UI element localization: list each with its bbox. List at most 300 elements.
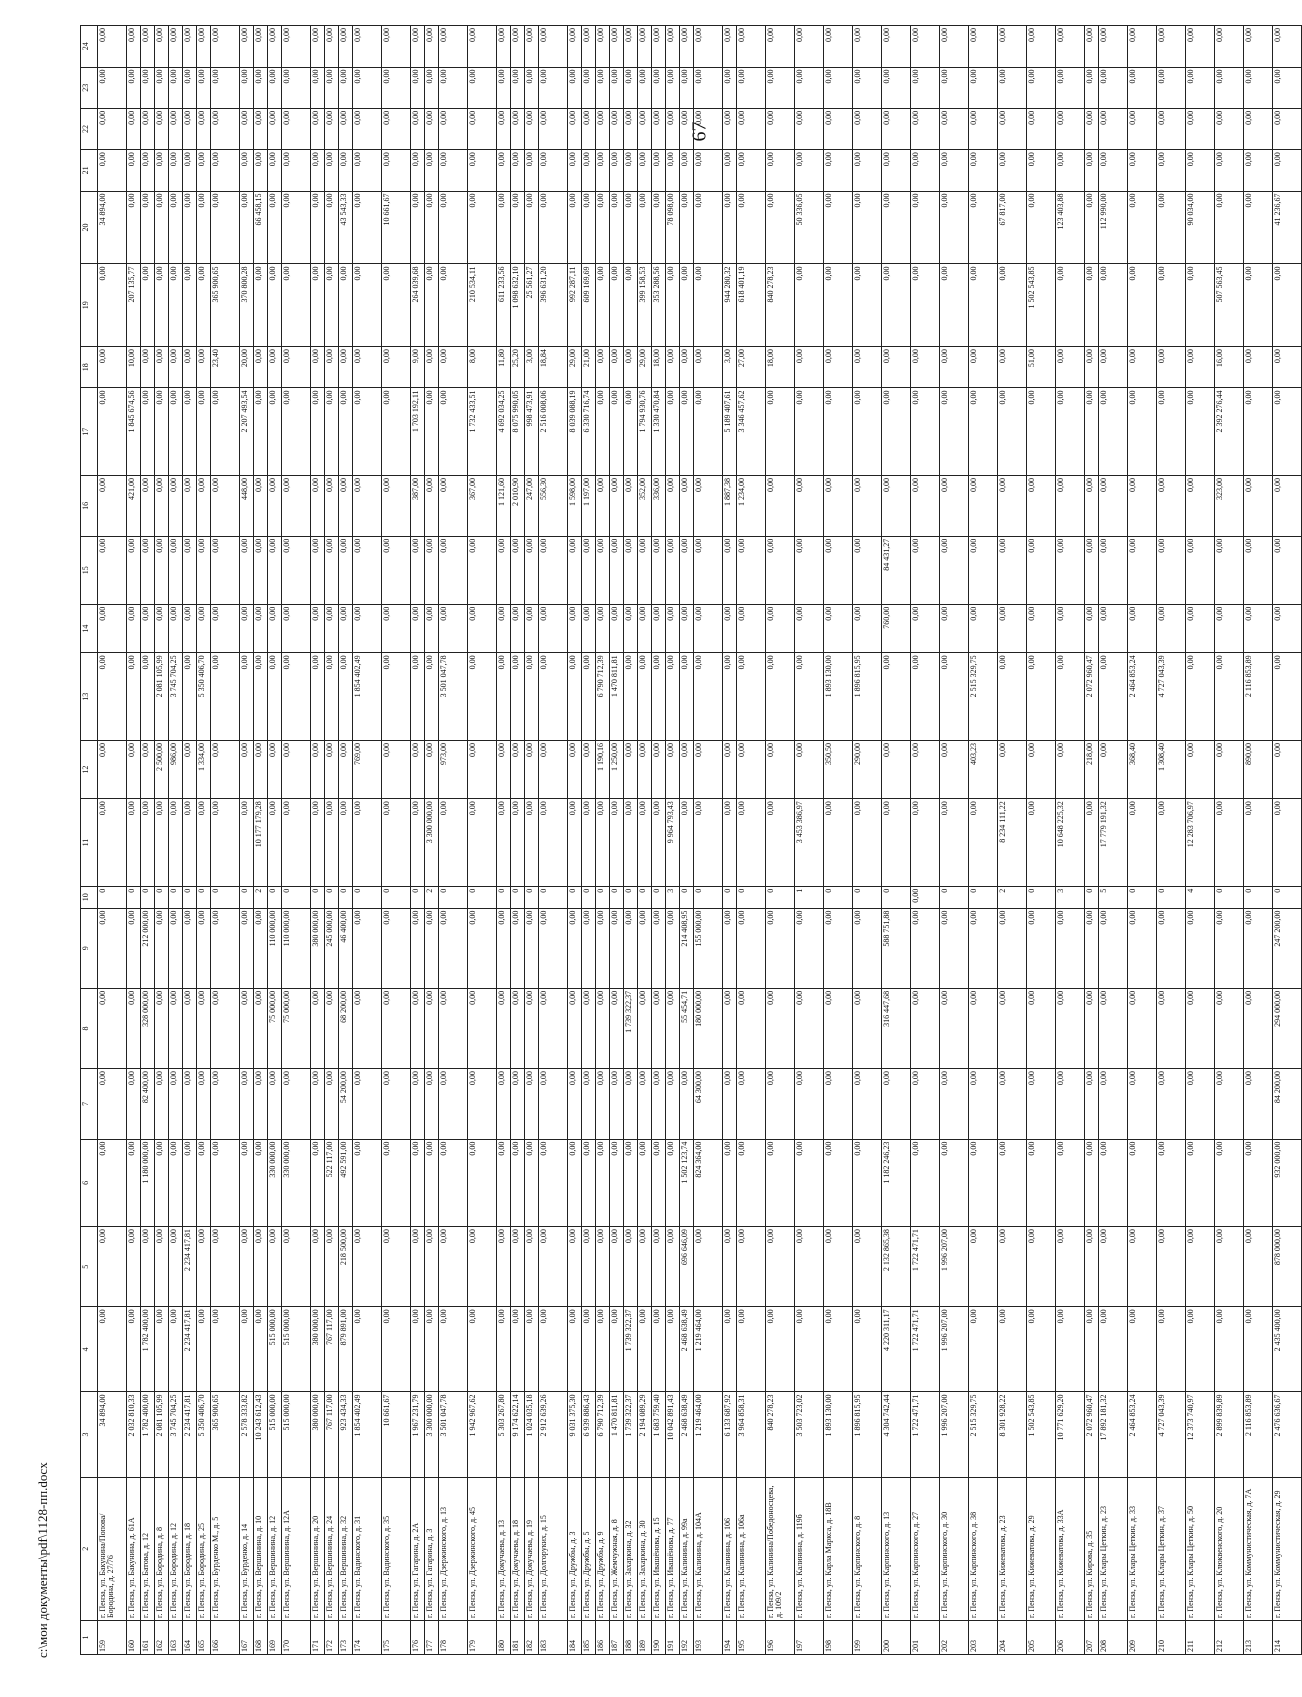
value-cell: 0,00 xyxy=(568,799,582,887)
value-cell: 0,00 xyxy=(1157,264,1186,347)
value-cell: 0,00 xyxy=(1215,1227,1244,1307)
value-cell: 0 xyxy=(411,886,425,908)
value-cell: 611 233,56 xyxy=(497,264,511,347)
row-number-cell: 164 xyxy=(183,1620,197,1654)
value-cell: 0,00 xyxy=(723,740,737,798)
value-cell: 0,00 xyxy=(1215,191,1244,264)
value-cell: 0,00 xyxy=(940,108,969,149)
value-cell: 0,00 xyxy=(582,1069,596,1140)
value-cell: 0,00 xyxy=(468,1227,497,1307)
value-cell: 0 xyxy=(1215,886,1244,908)
value-cell: 973,00 xyxy=(439,740,468,798)
value-cell: 0,00 xyxy=(766,1307,795,1392)
value-cell: 0,00 xyxy=(497,191,511,264)
value-cell: 0,00 xyxy=(766,1069,795,1140)
value-cell: 84 431,27 xyxy=(882,536,911,604)
value-cell: 0,00 xyxy=(940,740,969,798)
value-cell: 0,00 xyxy=(1244,1139,1273,1227)
value-cell: 1 330 470,84 xyxy=(652,388,666,476)
column-header: 10 xyxy=(81,886,98,908)
value-cell: 0,00 xyxy=(610,264,624,347)
value-cell: 0,00 xyxy=(1085,908,1099,988)
value-cell: 0,00 xyxy=(425,26,439,68)
value-cell: 0,00 xyxy=(969,67,998,108)
value-cell: 0,00 xyxy=(169,26,183,68)
value-cell: 0,00 xyxy=(1056,475,1085,536)
value-cell: 0,00 xyxy=(1128,191,1157,264)
value-cell: 0,00 xyxy=(439,1069,468,1140)
value-cell: 6 790 712,39 xyxy=(596,1392,610,1477)
value-cell: 0,00 xyxy=(497,988,511,1068)
value-cell: 0,00 xyxy=(568,653,582,741)
value-cell: 0,00 xyxy=(853,908,882,988)
value-cell: 0,00 xyxy=(737,1139,766,1227)
value-cell: 0,00 xyxy=(610,988,624,1068)
value-cell: 2 468 638,49 xyxy=(680,1307,694,1392)
value-cell: 0,00 xyxy=(624,1069,638,1140)
value-cell: 0,00 xyxy=(737,740,766,798)
value-cell: 0,00 xyxy=(610,908,624,988)
value-cell: 0,00 xyxy=(1027,150,1056,191)
value-cell: 294 000,00 xyxy=(1273,988,1302,1068)
table-row xyxy=(624,26,638,1655)
value-cell: 0,00 xyxy=(610,388,624,476)
value-cell: 0,00 xyxy=(610,1139,624,1227)
value-cell: 0,00 xyxy=(1085,1139,1099,1227)
value-cell: 0,00 xyxy=(737,988,766,1068)
table-row xyxy=(183,26,197,1655)
value-cell: 12 373 740,97 xyxy=(1186,1392,1215,1477)
value-cell: 0 xyxy=(766,886,795,908)
row-number-cell: 189 xyxy=(638,1620,652,1654)
value-cell: 0,00 xyxy=(969,988,998,1068)
value-cell: 0,00 xyxy=(824,604,853,653)
value-cell: 0,00 xyxy=(1099,347,1128,388)
value-cell: 0,00 xyxy=(411,1139,425,1227)
value-cell: 0,00 xyxy=(1085,388,1099,476)
value-cell: 0,00 xyxy=(254,1139,268,1227)
value-cell: 0,00 xyxy=(282,604,311,653)
value-cell: 0,00 xyxy=(411,740,425,798)
value-cell: 6 133 687,92 xyxy=(723,1392,737,1477)
value-cell: 0,00 xyxy=(197,908,211,988)
value-cell: 0,00 xyxy=(155,475,169,536)
value-cell: 0,00 xyxy=(680,26,694,68)
value-cell: 0,00 xyxy=(411,536,425,604)
value-cell: 0,00 xyxy=(425,108,439,149)
value-cell: 2 435 400,00 xyxy=(1273,1307,1302,1392)
value-cell: 0,00 xyxy=(1186,536,1215,604)
value-cell: 0,00 xyxy=(197,67,211,108)
value-cell: 0,00 xyxy=(268,388,282,476)
value-cell: 0,00 xyxy=(666,908,680,988)
value-cell: 0,00 xyxy=(1099,536,1128,604)
value-cell: 0,00 xyxy=(1128,388,1157,476)
value-cell: 0,00 xyxy=(127,1139,141,1227)
value-cell: 67 817,00 xyxy=(998,191,1027,264)
value-cell: 0,00 xyxy=(723,1307,737,1392)
value-cell: 0,00 xyxy=(425,388,439,476)
value-cell: 0,00 xyxy=(596,26,610,68)
value-cell: 0,00 xyxy=(439,1227,468,1307)
value-cell: 0,00 xyxy=(723,150,737,191)
value-cell: 0,00 xyxy=(127,191,141,264)
table-row xyxy=(638,26,652,1655)
value-cell: 0,00 xyxy=(98,264,127,347)
value-cell: 0,00 xyxy=(282,67,311,108)
value-cell: 0,00 xyxy=(439,26,468,68)
value-cell: 1 182 246,23 xyxy=(882,1139,911,1227)
value-cell: 0,00 xyxy=(1273,347,1302,388)
value-cell: 0 xyxy=(127,886,141,908)
address-cell: г. Пенза, ул. Бородина, д. 18 xyxy=(183,1477,197,1620)
value-cell: 0,00 xyxy=(824,1227,853,1307)
value-cell: 0,00 xyxy=(240,740,254,798)
value-cell: 0,00 xyxy=(325,799,339,887)
value-cell: 0,00 xyxy=(1027,1227,1056,1307)
value-cell: 0,00 xyxy=(582,191,596,264)
value-cell: 0,00 xyxy=(652,1227,666,1307)
value-cell: 0,00 xyxy=(911,988,940,1068)
value-cell: 0,00 xyxy=(882,26,911,68)
value-cell: 0,00 xyxy=(169,1139,183,1227)
value-cell: 0,00 xyxy=(582,1307,596,1392)
address-cell: г. Пенза, ул. Карпинского, д. 13 xyxy=(882,1477,911,1620)
value-cell: 2 116 853,89 xyxy=(1244,653,1273,741)
value-cell: 3 501 047,78 xyxy=(439,1392,468,1477)
value-cell: 0,00 xyxy=(853,388,882,476)
value-cell: 78 098,00 xyxy=(666,191,680,264)
value-cell: 0,00 xyxy=(766,388,795,476)
value-cell: 0,00 xyxy=(311,740,325,798)
value-cell: 0,00 xyxy=(539,1307,568,1392)
value-cell: 1 470 811,81 xyxy=(610,653,624,741)
table-row xyxy=(141,26,155,1655)
value-cell: 0,00 xyxy=(98,108,127,149)
value-cell: 0,00 xyxy=(339,604,353,653)
row-number-cell: 203 xyxy=(969,1620,998,1654)
value-cell: 0,00 xyxy=(197,26,211,68)
value-cell: 0,00 xyxy=(911,799,940,887)
value-cell: 0,00 xyxy=(254,536,268,604)
address-cell: г. Пенза, ул. Вершинина, д. 12А xyxy=(282,1477,311,1620)
column-header: 16 xyxy=(81,475,98,536)
value-cell: 0,00 xyxy=(969,1227,998,1307)
value-cell: 0,00 xyxy=(1085,150,1099,191)
value-cell: 0,00 xyxy=(155,908,169,988)
value-cell: 0,00 xyxy=(666,604,680,653)
value-cell: 0,00 xyxy=(141,1227,155,1307)
value-cell: 515 000,00 xyxy=(268,1307,282,1392)
row-number-cell: 197 xyxy=(795,1620,824,1654)
value-cell: 0,00 xyxy=(425,604,439,653)
row-number-cell: 191 xyxy=(666,1620,680,1654)
value-cell: 0,00 xyxy=(211,26,240,68)
value-cell: 0,00 xyxy=(425,653,439,741)
value-cell: 0,00 xyxy=(624,388,638,476)
column-header: 22 xyxy=(81,108,98,149)
value-cell: 0,00 xyxy=(766,536,795,604)
value-cell: 0 xyxy=(1273,886,1302,908)
table-row xyxy=(1099,26,1128,1655)
value-cell: 0,00 xyxy=(511,26,525,68)
value-cell: 0,00 xyxy=(282,799,311,887)
value-cell: 0,00 xyxy=(1099,108,1128,149)
value-cell: 0,00 xyxy=(723,604,737,653)
column-header: 9 xyxy=(81,908,98,988)
address-cell: г. Пенза, ул. Карпинского, д. 8 xyxy=(853,1477,882,1620)
value-cell: 0,00 xyxy=(1056,347,1085,388)
value-cell: 0,00 xyxy=(339,347,353,388)
value-cell: 1 942 967,62 xyxy=(468,1392,497,1477)
value-cell: 0,00 xyxy=(525,1307,539,1392)
value-cell: 0,00 xyxy=(940,1069,969,1140)
value-cell: 0,00 xyxy=(382,604,411,653)
value-cell: 0,00 xyxy=(596,347,610,388)
value-cell: 0,00 xyxy=(596,264,610,347)
value-cell: 0,00 xyxy=(1056,1307,1085,1392)
value-cell: 0,00 xyxy=(568,740,582,798)
value-cell: 1 782 400,00 xyxy=(141,1392,155,1477)
address-cell: г. Пенза, ул. Карпинского, д. 30 xyxy=(940,1477,969,1620)
value-cell: 0,00 xyxy=(568,191,582,264)
value-cell: 0,00 xyxy=(141,108,155,149)
value-cell: 0,00 xyxy=(282,1227,311,1307)
value-cell: 0,00 xyxy=(282,191,311,264)
value-cell: 0,00 xyxy=(425,1307,439,1392)
value-cell: 618 401,19 xyxy=(737,264,766,347)
value-cell: 0,00 xyxy=(638,988,652,1068)
value-cell: 0,00 xyxy=(824,108,853,149)
value-cell: 0,00 xyxy=(155,264,169,347)
value-cell: 0,00 xyxy=(382,26,411,68)
value-cell: 0,00 xyxy=(439,988,468,1068)
value-cell: 0,00 xyxy=(511,1069,525,1140)
value-cell: 0,00 xyxy=(411,26,425,68)
value-cell: 0,00 xyxy=(197,388,211,476)
column-header: 23 xyxy=(81,67,98,108)
value-cell: 365 900,65 xyxy=(211,264,240,347)
value-cell: 840 278,23 xyxy=(766,264,795,347)
value-cell: 0,00 xyxy=(652,604,666,653)
table-row xyxy=(940,26,969,1655)
table-row xyxy=(339,26,353,1655)
value-cell: 0,00 xyxy=(882,191,911,264)
value-cell: 0,00 xyxy=(666,347,680,388)
row-number-cell: 162 xyxy=(155,1620,169,1654)
table-row xyxy=(1027,26,1056,1655)
value-cell: 0,00 xyxy=(382,988,411,1068)
value-cell: 0,00 xyxy=(382,108,411,149)
value-cell: 0,00 xyxy=(666,475,680,536)
value-cell: 1 598,00 xyxy=(568,475,582,536)
value-cell: 0,00 xyxy=(183,26,197,68)
value-cell: 0,00 xyxy=(211,108,240,149)
row-number-cell: 205 xyxy=(1027,1620,1056,1654)
value-cell: 0,00 xyxy=(666,1227,680,1307)
value-cell: 4 727 043,39 xyxy=(1157,653,1186,741)
value-cell: 0,00 xyxy=(211,799,240,887)
value-cell: 1 180 000,00 xyxy=(141,1139,155,1227)
value-cell: 0,00 xyxy=(382,536,411,604)
value-cell: 1 722 471,71 xyxy=(911,1227,940,1307)
value-cell: 0,00 xyxy=(141,347,155,388)
row-number-cell: 160 xyxy=(127,1620,141,1654)
value-cell: 0,00 xyxy=(610,799,624,887)
value-cell: 0,00 xyxy=(1186,908,1215,988)
value-cell: 0,00 xyxy=(254,908,268,988)
value-cell: 0,00 xyxy=(694,67,723,108)
value-cell: 0,00 xyxy=(141,653,155,741)
value-cell: 0,00 xyxy=(1215,1139,1244,1227)
value-cell: 0,00 xyxy=(183,1139,197,1227)
value-cell: 0,00 xyxy=(211,908,240,988)
value-cell: 0,00 xyxy=(539,536,568,604)
column-header: 24 xyxy=(81,26,98,68)
value-cell: 0,00 xyxy=(638,740,652,798)
value-cell: 0,00 xyxy=(766,67,795,108)
table-row xyxy=(694,26,723,1655)
value-cell: 0,00 xyxy=(1157,1307,1186,1392)
value-cell: 0,00 xyxy=(582,26,596,68)
value-cell: 0,00 xyxy=(568,150,582,191)
value-cell: 10 771 629,20 xyxy=(1056,1392,1085,1477)
value-cell: 3 300 000,00 xyxy=(425,1392,439,1477)
row-number-cell: 213 xyxy=(1244,1620,1273,1654)
value-cell: 0,00 xyxy=(1244,108,1273,149)
value-cell: 0,00 xyxy=(197,1069,211,1140)
value-cell: 0,00 xyxy=(998,1307,1027,1392)
value-cell: 0,00 xyxy=(197,191,211,264)
value-cell: 1 190,16 xyxy=(596,740,610,798)
value-cell: 0,00 xyxy=(525,1139,539,1227)
value-cell: 0 xyxy=(1157,886,1186,908)
value-cell: 0,00 xyxy=(666,388,680,476)
value-cell: 0,00 xyxy=(940,653,969,741)
value-cell: 0,00 xyxy=(582,908,596,988)
value-cell: 0,00 xyxy=(824,1307,853,1392)
value-cell: 0,00 xyxy=(127,908,141,988)
value-cell: 0,00 xyxy=(268,1069,282,1140)
value-cell: 0,00 xyxy=(680,347,694,388)
value-cell: 0,00 xyxy=(795,988,824,1068)
value-cell: 0,00 xyxy=(468,67,497,108)
value-cell: 0,00 xyxy=(853,150,882,191)
value-cell: 0,00 xyxy=(624,150,638,191)
value-cell: 34 894,00 xyxy=(98,191,127,264)
table-row xyxy=(311,26,325,1655)
value-cell: 0,00 xyxy=(155,26,169,68)
value-cell: 10 661,67 xyxy=(382,1392,411,1477)
value-cell: 0,00 xyxy=(969,1139,998,1227)
value-cell: 0 xyxy=(382,886,411,908)
value-cell: 0,00 xyxy=(497,799,511,887)
value-cell: 0,00 xyxy=(1128,347,1157,388)
value-cell: 245 000,00 xyxy=(325,908,339,988)
value-cell: 0,00 xyxy=(694,108,723,149)
value-cell: 0,00 xyxy=(1099,1069,1128,1140)
value-cell: 0,00 xyxy=(882,264,911,347)
value-cell: 0,00 xyxy=(197,1307,211,1392)
value-cell: 0 xyxy=(525,886,539,908)
value-cell: 0,00 xyxy=(254,1227,268,1307)
value-cell: 0,00 xyxy=(1215,799,1244,887)
value-cell: 0,00 xyxy=(1215,536,1244,604)
value-cell: 0,00 xyxy=(1273,26,1302,68)
value-cell: 0,00 xyxy=(127,536,141,604)
value-cell: 0,00 xyxy=(882,388,911,476)
value-cell: 0,00 xyxy=(882,1069,911,1140)
value-cell: 403,23 xyxy=(969,740,998,798)
table-row xyxy=(853,26,882,1655)
value-cell: 0,00 xyxy=(268,799,282,887)
value-cell: 0,00 xyxy=(1244,475,1273,536)
value-cell: 0 xyxy=(98,886,127,908)
value-cell: 0,00 xyxy=(1244,908,1273,988)
value-cell: 11,80 xyxy=(497,347,511,388)
value-cell: 0,00 xyxy=(169,536,183,604)
value-cell: 0,00 xyxy=(638,1139,652,1227)
value-cell: 0,00 xyxy=(169,347,183,388)
value-cell: 0,00 xyxy=(680,653,694,741)
value-cell: 0,00 xyxy=(268,604,282,653)
value-cell: 2 392 276,44 xyxy=(1215,388,1244,476)
value-cell: 1 219 464,00 xyxy=(694,1392,723,1477)
value-cell: 0,00 xyxy=(511,1139,525,1227)
value-cell: 0,00 xyxy=(969,604,998,653)
table-row xyxy=(411,26,425,1655)
value-cell: 0,00 xyxy=(1273,799,1302,887)
value-cell: 1 854 402,49 xyxy=(353,1392,382,1477)
value-cell: 0,00 xyxy=(282,653,311,741)
value-cell: 0,00 xyxy=(1099,740,1128,798)
value-cell: 0,00 xyxy=(425,908,439,988)
value-cell: 0 xyxy=(439,886,468,908)
column-header: 20 xyxy=(81,191,98,264)
value-cell: 0,00 xyxy=(624,1139,638,1227)
value-cell: 0,00 xyxy=(183,988,197,1068)
row-number-cell: 173 xyxy=(339,1620,353,1654)
value-cell: 0,00 xyxy=(183,536,197,604)
value-cell: 0,00 xyxy=(1186,67,1215,108)
value-cell: 0,00 xyxy=(624,67,638,108)
value-cell: 0,00 xyxy=(596,1069,610,1140)
value-cell: 0,00 xyxy=(694,604,723,653)
value-cell: 0 xyxy=(511,886,525,908)
value-cell: 0,00 xyxy=(353,536,382,604)
address-cell: г. Пенза, ул. Бурденко, д. 14 xyxy=(240,1477,254,1620)
value-cell: 0,00 xyxy=(911,886,940,908)
value-cell: 0,00 xyxy=(1273,264,1302,347)
value-cell: 0,00 xyxy=(183,67,197,108)
value-cell: 0,00 xyxy=(127,1307,141,1392)
value-cell: 0,00 xyxy=(582,1227,596,1307)
value-cell: 0,00 xyxy=(525,908,539,988)
value-cell: 0,00 xyxy=(211,653,240,741)
value-cell: 0,00 xyxy=(497,1069,511,1140)
address-cell: г. Пенза, ул. Клары Цеткин, д. 50 xyxy=(1186,1477,1215,1620)
value-cell: 0,00 xyxy=(1273,67,1302,108)
value-cell: 0,00 xyxy=(155,1307,169,1392)
value-cell: 0,00 xyxy=(1186,1307,1215,1392)
table-row xyxy=(652,26,666,1655)
value-cell: 0,00 xyxy=(1085,108,1099,149)
value-cell: 0,00 xyxy=(911,604,940,653)
column-header: 18 xyxy=(81,347,98,388)
value-cell: 0,00 xyxy=(183,908,197,988)
value-cell: 0,00 xyxy=(1186,108,1215,149)
value-cell: 0,00 xyxy=(1244,388,1273,476)
